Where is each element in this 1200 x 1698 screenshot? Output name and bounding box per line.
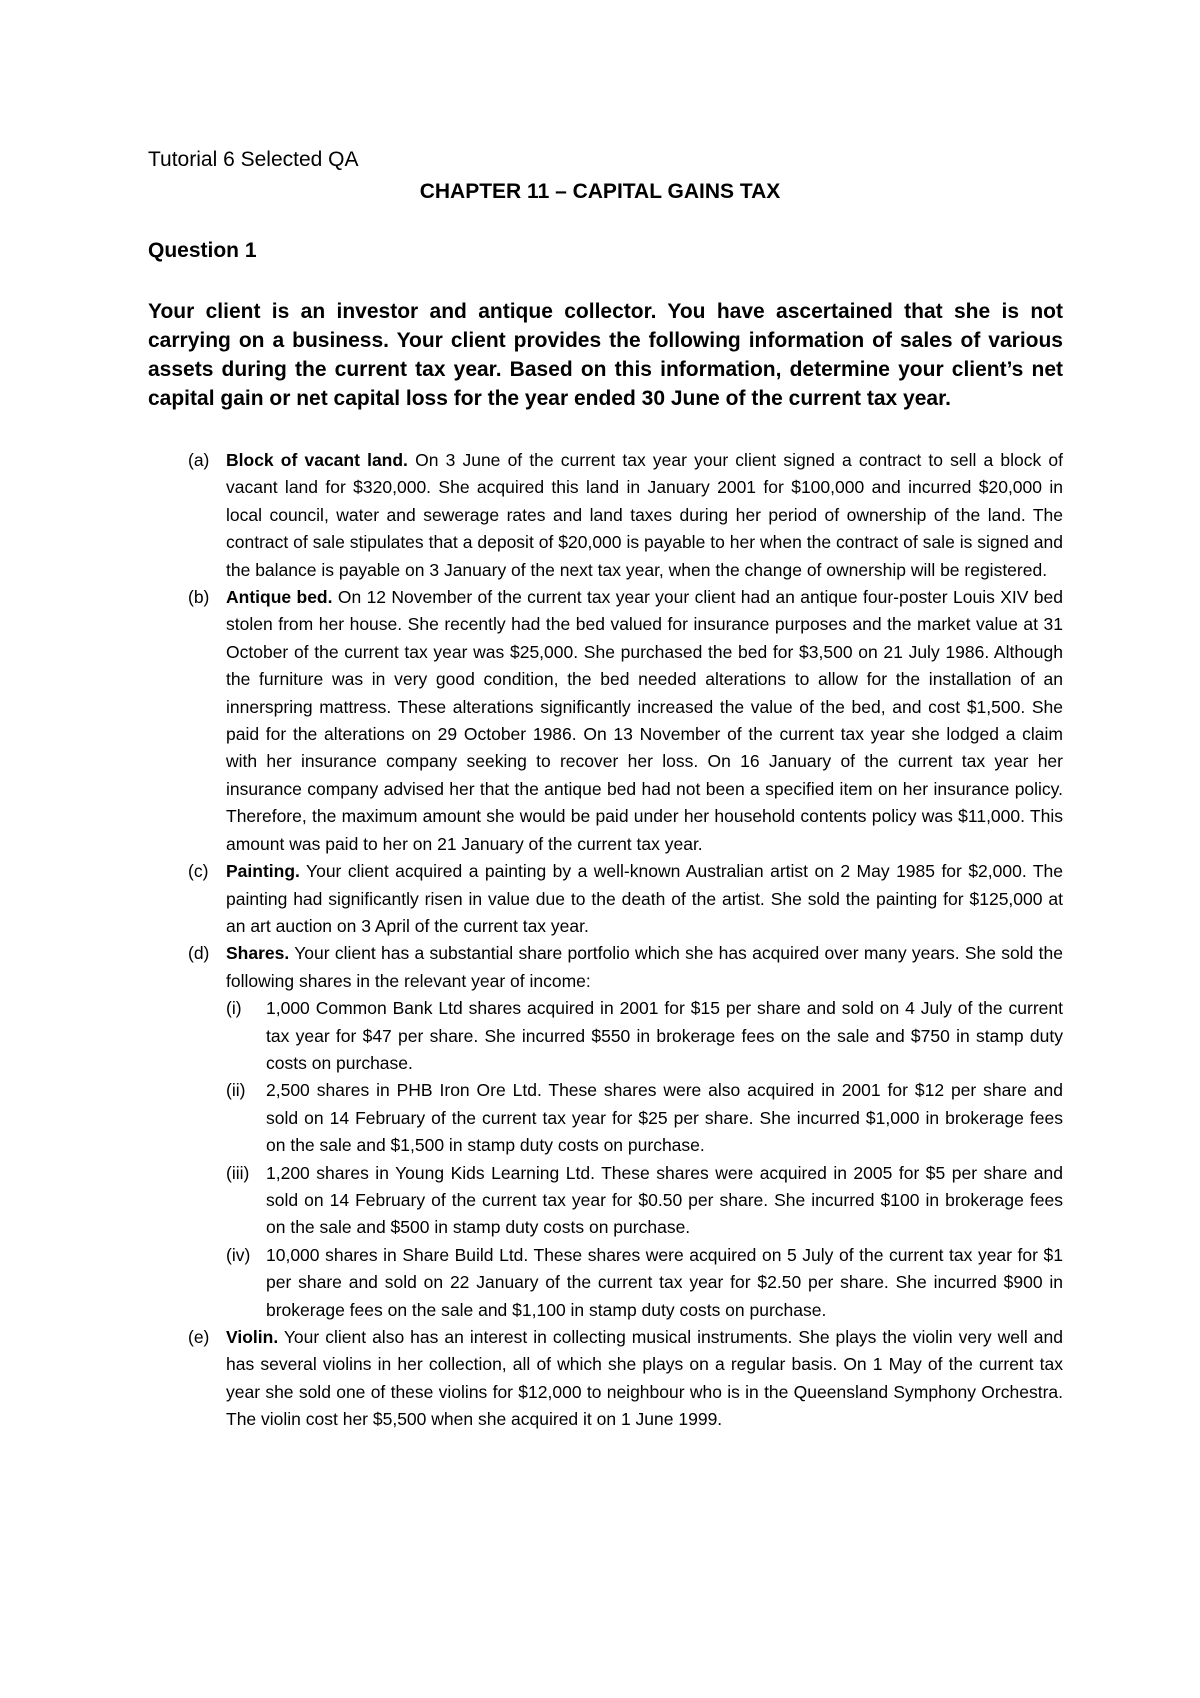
share-text: 1,200 shares in Young Kids Learning Ltd. These shares were acquired in 2005 for $5 per share and sold on 14 February of the current tax year for $0.50 per share. She incurred $100 in brokerage fees on the sale and $500 in stamp duty costs on purchase. [266, 1162, 1063, 1238]
item-text: Your client also has an interest in collecting musical instruments. She plays the violin very well and has several violins in her collection, all of which she plays on a regular basis. On 1 May of the current tax year she sold one of these violins for $12,000 to neighbour who is in the Queensland Symphony Orchestra. The violin cost her $5,500 when she acquired it on 1 June 1999. [226, 1327, 1063, 1430]
item-marker: (e) [188, 1327, 210, 1347]
item-body [226, 940, 1063, 1324]
item-body [226, 858, 1063, 940]
list-item-e [148, 1324, 1063, 1434]
item-text: Your client has a substantial share portfolio which she has acquired over many years. She sold the following shares in the relevant year of income: [226, 943, 1063, 991]
question-heading: Question 1 [148, 239, 257, 262]
share-marker: (ii) [226, 1080, 246, 1101]
item-body [226, 1324, 1063, 1434]
share-item-ii [226, 1077, 1063, 1159]
item-text: On 12 November of the current tax year your client had an antique four-poster Louis XIV bed stolen from her house. She recently had the bed valued for insurance purposes and the market value at 31 October of the current tax year was $25,000. She purchased the bed for $3,500 on 21 July 1986. Although the furniture was in very good condition, the bed needed alterations to allow for the installation of an innerspring mattress. These alterations significantly increased the value of the bed, and cost $1,500. She paid for the alterations on 29 October 1986. On 13 November of the current tax year she lodged a claim with her insurance company seeking to recover her loss. On 16 January of the current tax year her insurance company advised her that the antique bed had not been a specified item on her insurance policy. Therefore, the maximum amount she would be paid under her household contents policy was $11,000. This amount was paid to her on 21 January of the current tax year. [226, 587, 1063, 854]
item-text: On 3 June of the current tax year your client signed a contract to sell a block of vacant land for $320,000. She acquired this land in January 2001 for $100,000 and incurred $20,000 in local council, water and sewerage rates and land taxes during her period of ownership of the land. The contract of sale stipulates that a deposit of $20,000 is payable to her when the contract of sale is signed and the balance is payable on 3 January of the next tax year, when the change of ownership will be registered. [226, 450, 1063, 580]
share-item-i [226, 995, 1063, 1077]
share-text: 10,000 shares in Share Build Ltd. These shares were acquired on 5 July of the current tax year for $1 per share and sold on 22 January of the current tax year for $2.50 per share. She incurred $900 in brokerage fees on the sale and $1,100 in stamp duty costs on purchase. [266, 1244, 1063, 1320]
chapter-heading: CHAPTER 11 – CAPITAL GAINS TAX [419, 180, 781, 203]
share-marker: (iii) [226, 1162, 250, 1183]
list-item-c [148, 858, 1063, 940]
item-heading: Violin. [226, 1327, 279, 1347]
item-marker: (b) [188, 587, 210, 608]
share-text: 1,000 Common Bank Ltd shares acquired in 2001 for $15 per share and sold on 4 July of the current tax year for $47 per share. She incurred $550 in brokerage fees on the sale and $750 in stamp duty costs on purchase. [266, 998, 1063, 1073]
list-item-a [148, 447, 1063, 584]
item-marker: (a) [188, 450, 210, 470]
item-heading: Block of vacant land. [226, 450, 408, 470]
asset-list [148, 447, 1063, 1434]
item-body [226, 584, 1063, 858]
item-text: Your client acquired a painting by a well-known Australian artist on 2 May 1985 for $2,000. The painting had significantly risen in value due to the death of the artist. She sold the painting for $125,000 at an art auction on 3 April of the current tax year. [226, 861, 1063, 936]
item-marker: (d) [188, 943, 210, 964]
share-marker: (iv) [226, 1244, 251, 1265]
share-marker: (i) [226, 998, 242, 1019]
question-intro: Your client is an investor and antique collector. You have ascertained that she is not carrying on a business. Your client provides the following information of sales of various assets during the current tax year. Based on this information, determine your client’s net capital gain or net capital loss for the year ended 30 June of the current tax year. [148, 300, 1063, 410]
share-text: 2,500 shares in PHB Iron Ore Ltd. These shares were also acquired in 2001 for $12 per share and sold on 14 February of the current tax year for $25 per share. She incurred $1,000 in brokerage fees on the sale and $1,500 in stamp duty costs on purchase. [266, 1080, 1063, 1156]
item-body [226, 447, 1063, 584]
item-heading: Painting. [226, 861, 300, 882]
document-title: Tutorial 6 Selected QA [148, 148, 359, 171]
share-item-iii [226, 1160, 1063, 1242]
share-item-iv [226, 1242, 1063, 1324]
item-heading: Shares. [226, 943, 290, 964]
item-marker: (c) [188, 861, 209, 882]
list-item-d [148, 940, 1063, 1324]
list-item-b [148, 584, 1063, 858]
item-heading: Antique bed. [226, 587, 333, 608]
